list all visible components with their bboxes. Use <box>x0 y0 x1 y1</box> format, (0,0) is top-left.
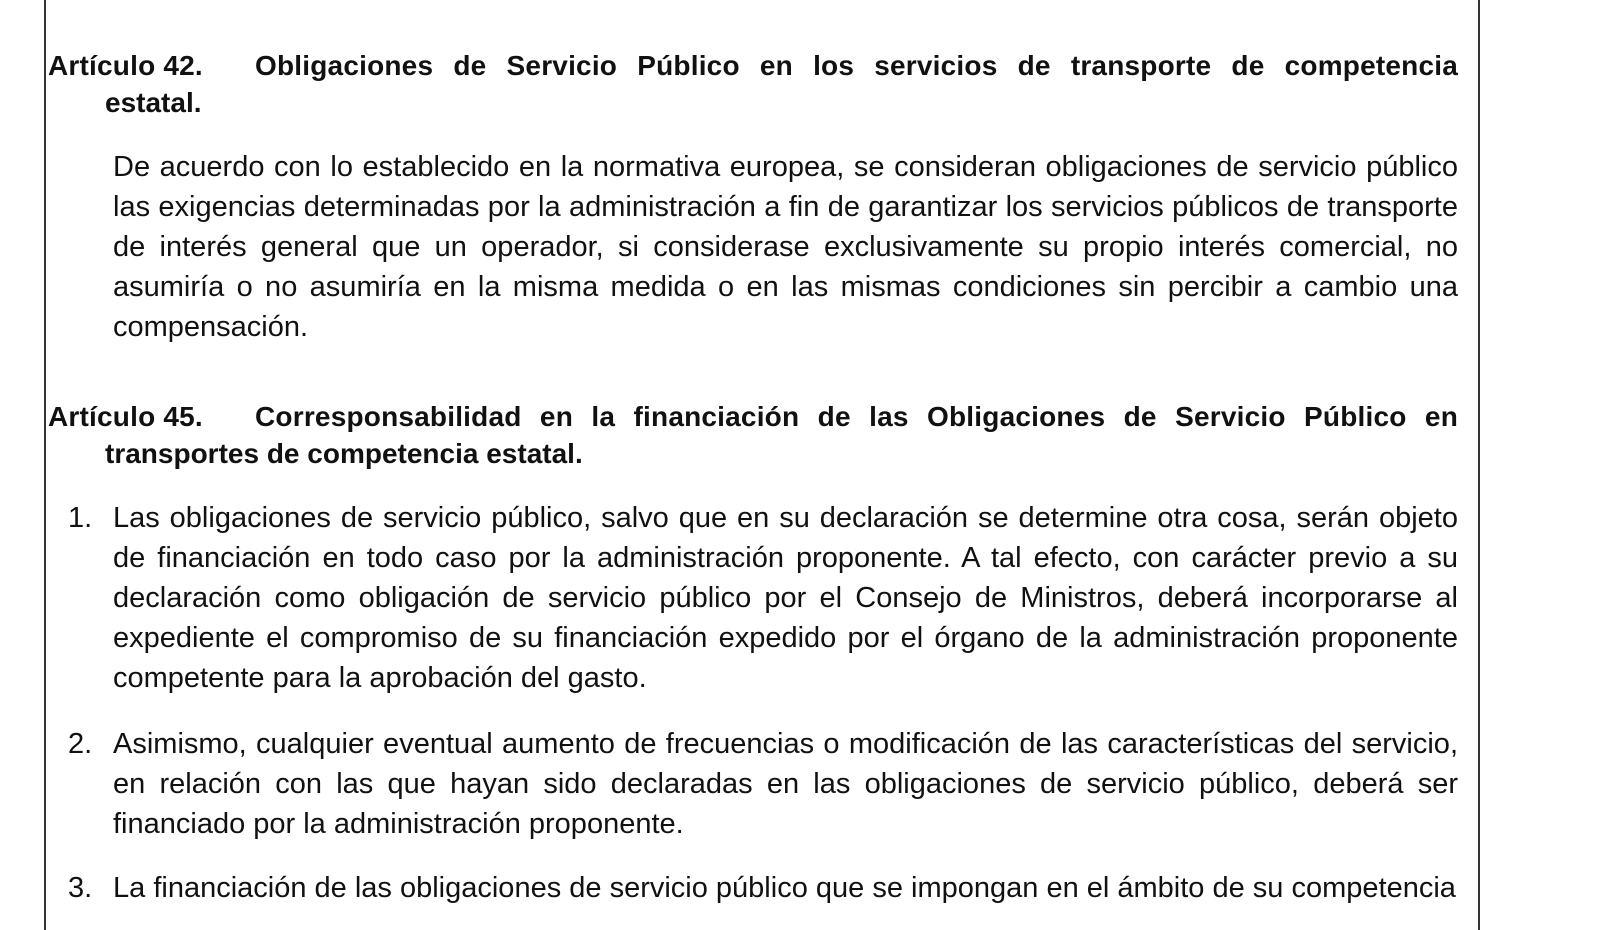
article-42-paragraph: De acuerdo con lo establecido en la normativa europea, se consideran obligaciones de servicio público las exigencias determinadas por la administración a fin de garantizar los servicios públicos de transporte de interés general que un operador, si considerase exclusivamente su propio interés comercial, no asumiría o no asumiría en la misma medida o en las mismas condiciones sin percibir a cambio una compensación. <box>113 151 1458 343</box>
article-45-title: Corresponsabilidad en la financiación de las Obligaciones de Servicio Público en <box>255 401 1458 432</box>
item-1-text: Las obligaciones de servicio público, salvo que en su declaración se determine otra cosa, serán objeto de financiación en todo caso por la administración proponente. A tal efecto, con carácter previo a su declaración como obligación de servicio público por el Consejo de Ministros, deberá incorporarse al expediente el compromiso de su financiación expedido por el órgano de la administración proponente competente para la aprobación del gasto. <box>113 502 1458 694</box>
article-42-title: Obligaciones de Servicio Público en los servicios de transporte de competencia <box>255 50 1458 81</box>
article-42-number: Artículo 42. <box>48 50 203 81</box>
item-1-number: 1. <box>68 502 93 534</box>
item-3-number: 3. <box>68 872 93 904</box>
article-45-heading <box>48 398 1458 435</box>
article-45-title-cont: transportes de competencia estatal. <box>105 438 583 469</box>
article-42-title-cont: estatal. <box>105 87 202 118</box>
item-3-text: La financiación de las obligaciones de servicio público que se impongan en el ámbito de su competencia <box>113 872 1456 904</box>
article-42-heading <box>48 47 1458 84</box>
item-2-text: Asimismo, cualquier eventual aumento de frecuencias o modificación de las características del servicio, en relación con las que hayan sido declaradas en las obligaciones de servicio público, deberá ser financiado por la administración proponente. <box>113 728 1458 840</box>
article-45-number: Artículo 45. <box>48 401 203 432</box>
item-2-number: 2. <box>68 728 93 760</box>
